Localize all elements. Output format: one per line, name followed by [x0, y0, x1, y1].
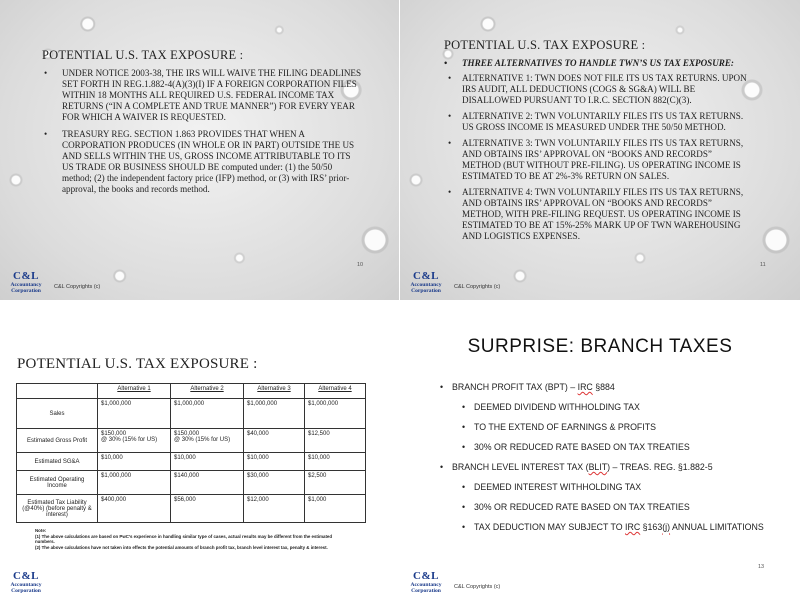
- slide-13: [400, 300, 800, 600]
- table-cell: $10,000: [305, 453, 366, 471]
- bullet-icon: •: [462, 402, 466, 412]
- slide-10: [0, 0, 400, 300]
- page-number: 10: [357, 262, 364, 268]
- table-cell: $10,000: [171, 453, 244, 471]
- company-logo: C&L Accountancy Corporation: [10, 270, 42, 294]
- sub-bullet-item: • TAX DEDUCTION MAY SUBJECT TO IRC §163(j) ANNUAL LIMITATIONS: [462, 522, 764, 532]
- bullet-icon: •: [440, 382, 444, 392]
- table-cell: $150,000 @ 30% (15% for US): [98, 429, 171, 453]
- table-row: [17, 399, 366, 429]
- table-header: Alternative 3: [244, 384, 305, 399]
- company-logo: C&L Accountancy Corporation: [410, 570, 442, 594]
- sub-bullet-item: • TO THE EXTEND OF EARNINGS & PROFITS: [462, 422, 656, 432]
- sub-bullet-item: • DEEMED DIVIDEND WITHHOLDING TAX: [462, 402, 640, 412]
- table-header: Alternative 4: [305, 384, 366, 399]
- bullet-list: [444, 58, 762, 247]
- table-cell: $40,000: [244, 429, 305, 453]
- company-logo: C&L Accountancy Corporation: [10, 570, 42, 594]
- sub-bullet-item: • ALTERNATIVE 1: TWN DOES NOT FILE ITS US TAX RETURNS. UPON IRS AUDIT, ALL DEDUCTIONS (COGS & SG&A) WILL BE DISALLOWED PURSUANT TO I.R.C. SECTION 882(C)(3).: [448, 73, 747, 105]
- sub-bullet-item: • ALTERNATIVE 2: TWN VOLUNTARILY FILES ITS US TAX RETURNS. US GROSS INCOME IS MEASURED UNDER THE 50/50 METHOD.: [448, 111, 744, 132]
- slide-title: POTENTIAL U.S. TAX EXPOSURE :: [42, 48, 244, 62]
- table-cell: $2,500: [305, 471, 366, 495]
- row-label: Estimated Tax Liability (@40%) (before penalty & interest): [17, 495, 98, 523]
- table-row: [17, 453, 366, 471]
- bullet-icon: •: [44, 68, 48, 78]
- table-header: Alternative 2: [171, 384, 244, 399]
- slide-title: SURPRISE: BRANCH TAXES: [467, 336, 733, 357]
- row-label: Sales: [17, 399, 98, 429]
- company-logo: C&L Accountancy Corporation: [410, 270, 442, 294]
- bullet-icon: •: [462, 422, 466, 432]
- bullet-icon: •: [444, 58, 448, 68]
- bullet-icon: •: [462, 482, 466, 492]
- table-cell: $12,500: [305, 429, 366, 453]
- table-cell: $400,000: [98, 495, 171, 523]
- exposure-table: [16, 383, 366, 523]
- sub-bullet-item: • DEEMED INTEREST WITHHOLDING TAX: [462, 482, 642, 492]
- table-header: [17, 384, 98, 399]
- table-note: Note: (1) The above calculations are based on PwC’s experience in handling similar type of cases, actual results may be different from the estimated numbers. (2) The above calculations have not taken into effects the potential amounts of branch profit tax, branch level interest tax, penalty & interest.: [35, 528, 333, 550]
- table-row: [17, 429, 366, 453]
- bullet-icon: •: [440, 462, 444, 472]
- table-row: [17, 495, 366, 523]
- sub-bullet-item: • 30% OR REDUCED RATE BASED ON TAX TREATIES: [462, 442, 690, 452]
- sub-bullet-item: • ALTERNATIVE 4: TWN VOLUNTARILY FILES ITS US TAX RETURNS, AND OBTAINS IRS’ APPROVAL ON “BOOKS AND RECORDS” METHOD, WITH PRE-FILING REQUEST. US OPERATING INCOME IS ESTIMATED TO BE AT 15%-25% MARK UP OF TWN WAREHOUSING AND LOGISTICS EXPENSES.: [448, 187, 744, 241]
- table-cell: $56,000: [171, 495, 244, 523]
- copyright-text: C&L Copyrights (c): [454, 284, 501, 290]
- slide-12: [0, 300, 400, 600]
- bullet-list: [44, 68, 364, 201]
- table-cell: $1,000,000: [98, 471, 171, 495]
- table-header: Alternative 1: [98, 384, 171, 399]
- row-label: Estimated Operating Income: [17, 471, 98, 495]
- table-cell: $10,000: [98, 453, 171, 471]
- table-cell: $1,000,000: [98, 399, 171, 429]
- table-cell: $1,000: [305, 495, 366, 523]
- row-label: Estimated Gross Profit: [17, 429, 98, 453]
- table-row: [17, 471, 366, 495]
- bullet-icon: •: [462, 442, 466, 452]
- table-header-row: [17, 384, 366, 399]
- slide-title: POTENTIAL U.S. TAX EXPOSURE :: [444, 38, 646, 52]
- slide-11: [400, 0, 800, 300]
- table-cell: $1,000,000: [171, 399, 244, 429]
- table-cell: $1,000,000: [305, 399, 366, 429]
- bullet-item: • UNDER NOTICE 2003-38, THE IRS WILL WAIVE THE FILING DEADLINES SET FORTH IN REG.1.882-4(A)(3)(I) IF A FOREIGN CORPORATION FILES WITHIN 18 MONTHS ALL REQUIRED U.S. FEDERAL INCOME TAX RETURNS (“IN A COMPLETE AND TRUE MANNER”) FOR EVERY YEAR FOR WHICH A WAIVER IS REQUESTED.: [44, 68, 362, 122]
- bullet-icon: •: [448, 138, 452, 148]
- bullet-list: [440, 382, 782, 542]
- table-cell: $150,000 @ 30% (15% for US): [171, 429, 244, 453]
- sub-bullet-item: • 30% OR REDUCED RATE BASED ON TAX TREATIES: [462, 502, 690, 512]
- table-cell: $12,000: [244, 495, 305, 523]
- bullet-item: • THREE ALTERNATIVES TO HANDLE TWN’S US TAX EXPOSURE: • ALTERNATIVE 1: TWN DOES NOT FILE ITS US TAX RETURNS. UPON IRS AUDIT, ALL DEDUCTIONS (COGS & SG&A) WILL BE DISALLOWED PURSUANT TO I.R.C. SECTION 882(C)(3). • ALTERNATIVE 2: TWN VOLUNTARILY FILES ITS US TAX RETURNS. US GROSS INCOME IS MEASURED UNDER THE 50/50 METHOD. • ALTERNATIVE 3: TWN VOLUNTARILY FILES ITS US TAX RETURNS, AND OBTAINS IRS’ APPROVAL ON “BOOKS AND RECORDS” METHOD (BUT WITHOUT PRE-FILING). US OPERATING INCOME IS ESTIMATED TO BE AT 2%-3% RETURN ON SALES. • ALTERNATIVE 4: TWN VOLUNTARILY FILES ITS US TAX RETURNS, AND OBTAINS IRS’ APPROVAL ON “BOOKS AND RECORDS” METHOD, WITH PRE-FILING REQUEST. US OPERATING INCOME IS ESTIMATED TO BE AT 15%-25% MARK UP OF TWN WAREHOUSING AND LOGISTICS EXPENSES.: [444, 58, 747, 241]
- table-cell: $1,000,000: [244, 399, 305, 429]
- page-number: 11: [760, 262, 766, 268]
- bullet-icon: •: [448, 187, 452, 197]
- bullet-icon: •: [448, 111, 452, 121]
- bullet-item: • BRANCH LEVEL INTEREST TAX (BLIT) – TREAS. REG. §1.882-5: [440, 462, 713, 472]
- slide-title: POTENTIAL U.S. TAX EXPOSURE :: [17, 356, 258, 372]
- bullet-icon: •: [462, 502, 466, 512]
- page-number: 13: [758, 564, 765, 570]
- bullet-icon: •: [462, 522, 466, 532]
- table-cell: $10,000: [244, 453, 305, 471]
- table-cell: $140,000: [171, 471, 244, 495]
- bullet-icon: •: [448, 73, 452, 83]
- row-label: Estimated SG&A: [17, 453, 98, 471]
- bullet-item: • TREASURY REG. SECTION 1.863 PROVIDES THAT WHEN A CORPORATION PRODUCES (IN WHOLE OR IN PART) OUTSIDE THE US AND SELLS WITHIN THE US, GROSS INCOME ATTRIBUTABLE TO ITS US TRADE OR BUSINESS SHOULD BE computed under: (1) the 50/50 method; (2) the independent factory price (IFP) method, or (3) with IRS’ prior-approval, the books and records method.: [44, 129, 355, 194]
- copyright-text: C&L Copyrights (c): [454, 584, 501, 590]
- bullet-icon: •: [44, 129, 48, 139]
- sub-bullet-item: • ALTERNATIVE 3: TWN VOLUNTARILY FILES ITS US TAX RETURNS, AND OBTAINS IRS’ APPROVAL ON “BOOKS AND RECORDS” METHOD (BUT WITHOUT PRE-FILING). US OPERATING INCOME IS ESTIMATED TO BE AT 2%-3% RETURN ON SALES.: [448, 138, 744, 181]
- table-cell: $30,000: [244, 471, 305, 495]
- bullet-item: • BRANCH PROFIT TAX (BPT) – IRC §884: [440, 382, 615, 392]
- copyright-text: C&L Copyrights (c): [54, 284, 101, 290]
- sub-bullet-list: [448, 73, 748, 242]
